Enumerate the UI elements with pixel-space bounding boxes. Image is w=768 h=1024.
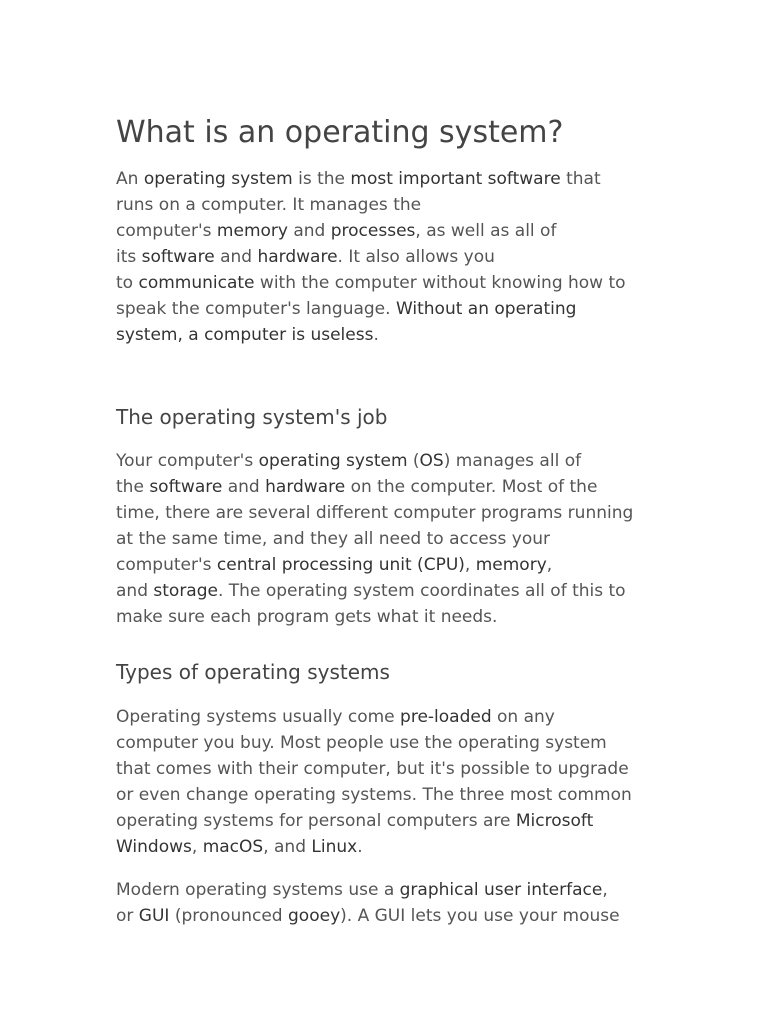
emphasized-term: software xyxy=(149,477,223,497)
emphasized-term: hardware xyxy=(265,477,346,497)
text-line xyxy=(116,500,661,526)
emphasized-term: hardware xyxy=(257,247,338,267)
text-run: , xyxy=(464,555,476,575)
text-run: (pronounced xyxy=(169,906,289,926)
emphasized-term: central processing unit (CPU) xyxy=(216,555,465,575)
text-run: with the computer without knowing how to xyxy=(254,273,626,293)
emphasized-term: storage xyxy=(153,581,218,601)
text-run: the xyxy=(116,477,150,497)
text-run: operating systems for personal computers are xyxy=(116,811,516,831)
text-line xyxy=(116,704,661,730)
text-line xyxy=(116,244,661,270)
emphasized-term: graphical user interface xyxy=(399,880,603,900)
text-line xyxy=(116,270,661,296)
os-types-paragraph xyxy=(116,704,661,860)
emphasized-term: macOS xyxy=(202,837,264,857)
text-line xyxy=(116,296,661,322)
emphasized-term: GUI xyxy=(138,906,170,926)
emphasized-term: Windows xyxy=(116,837,192,857)
os-job-paragraph xyxy=(116,448,661,630)
text-run: . xyxy=(373,325,379,345)
text-run: at the same time, and they all need to access your xyxy=(116,529,550,549)
emphasized-term: most important software xyxy=(350,169,561,189)
emphasized-term: communicate xyxy=(138,273,255,293)
gui-paragraph xyxy=(116,877,661,929)
emphasized-term: system, a computer is useless xyxy=(116,325,374,345)
text-run: make sure each program gets what it needs. xyxy=(116,607,498,627)
emphasized-term: software xyxy=(141,247,215,267)
text-run: on any xyxy=(491,707,555,727)
text-line xyxy=(116,604,661,630)
text-run: An xyxy=(116,169,144,189)
text-run: . The operating system coordinates all of this to xyxy=(217,581,626,601)
text-run: Modern operating systems use a xyxy=(116,880,400,900)
text-run: and xyxy=(116,581,154,601)
emphasized-term: pre-loaded xyxy=(400,707,492,727)
text-line xyxy=(116,552,661,578)
text-run: on the computer. Most of the xyxy=(345,477,598,497)
text-run: to xyxy=(116,273,139,293)
text-run: ) manages all of xyxy=(443,451,582,471)
text-run: speak the computer's language. xyxy=(116,299,396,319)
text-run: is the xyxy=(292,169,351,189)
emphasized-term: operating system xyxy=(258,451,408,471)
text-line xyxy=(116,877,661,903)
text-run: , xyxy=(191,837,203,857)
text-line xyxy=(116,166,661,192)
text-run: time, there are several different computer programs running xyxy=(116,503,634,523)
text-run: runs on a computer. It manages the xyxy=(116,195,422,215)
text-line xyxy=(116,218,661,244)
text-line xyxy=(116,730,661,756)
text-run: its xyxy=(116,247,142,267)
emphasized-term: OS xyxy=(419,451,444,471)
text-line xyxy=(116,756,661,782)
text-line xyxy=(116,903,661,929)
emphasized-term: gooey xyxy=(288,906,341,926)
text-line xyxy=(116,474,661,500)
section-heading-os-job: The operating system's job xyxy=(116,405,388,429)
text-run: , xyxy=(546,555,553,575)
text-run: . xyxy=(357,837,363,857)
text-run: and xyxy=(287,221,331,241)
text-run: , as well as all of xyxy=(415,221,557,241)
emphasized-term: memory xyxy=(475,555,547,575)
text-run: ). A GUI lets you use your mouse xyxy=(340,906,620,926)
text-line xyxy=(116,448,661,474)
text-run: computer's xyxy=(116,555,217,575)
emphasized-term: memory xyxy=(216,221,288,241)
text-run: Operating systems usually come xyxy=(116,707,401,727)
text-run: computer you buy. Most people use the operating system xyxy=(116,733,607,753)
text-run: , xyxy=(602,880,608,900)
text-run: or even change operating systems. The three most common xyxy=(116,785,632,805)
text-run: computer's xyxy=(116,221,217,241)
text-run: . It also allows you xyxy=(337,247,495,267)
text-run: and xyxy=(222,477,266,497)
text-line xyxy=(116,834,661,860)
text-line xyxy=(116,322,661,348)
text-run: ( xyxy=(407,451,420,471)
text-run: Your computer's xyxy=(116,451,259,471)
emphasized-term: processes xyxy=(330,221,416,241)
text-line xyxy=(116,192,661,218)
text-line xyxy=(116,782,661,808)
emphasized-term: operating system xyxy=(143,169,293,189)
text-line xyxy=(116,526,661,552)
page-title: What is an operating system? xyxy=(116,115,564,150)
emphasized-term: Microsoft xyxy=(515,811,594,831)
section-heading-os-types: Types of operating systems xyxy=(116,660,390,684)
text-line xyxy=(116,578,661,604)
text-run: and xyxy=(214,247,258,267)
text-run: or xyxy=(116,906,139,926)
text-run: that xyxy=(560,169,601,189)
text-line xyxy=(116,808,661,834)
emphasized-term: Without an operating xyxy=(395,299,577,319)
text-run: , and xyxy=(263,837,312,857)
text-run: that comes with their computer, but it's possible to upgrade xyxy=(116,759,629,779)
intro-paragraph xyxy=(116,166,661,348)
emphasized-term: Linux xyxy=(311,837,358,857)
